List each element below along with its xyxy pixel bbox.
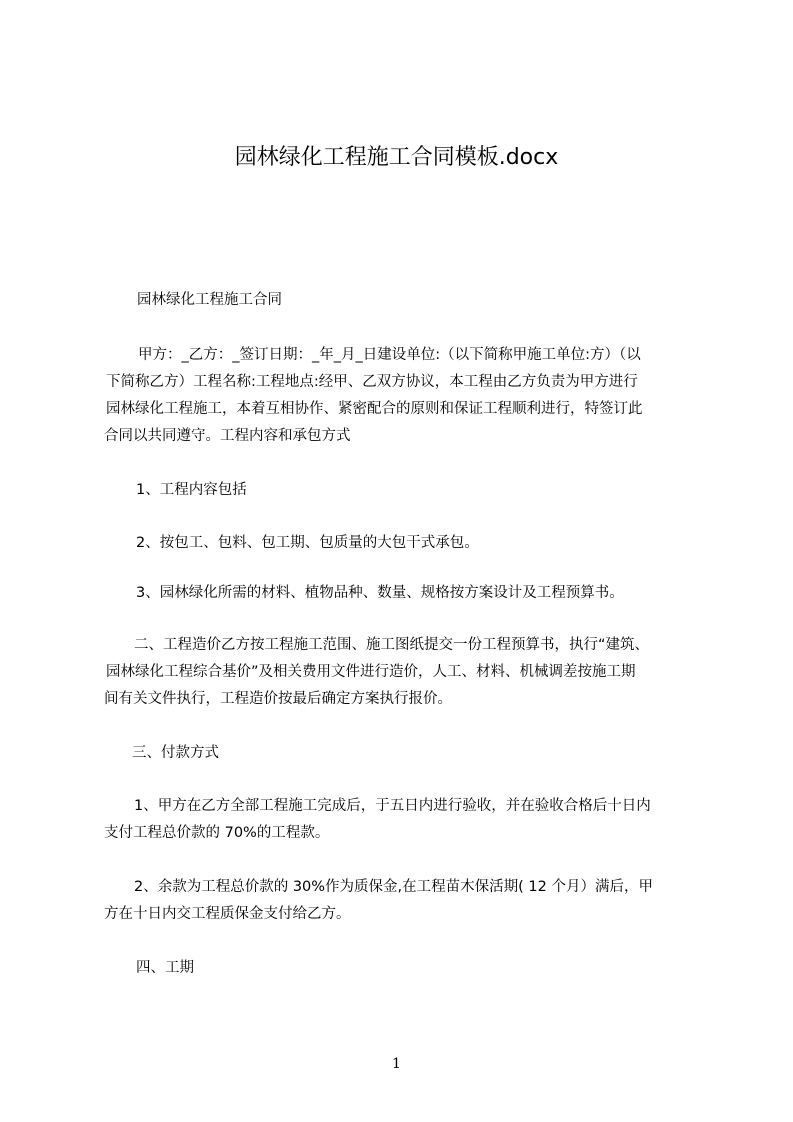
paragraph-line: 支付工程总价款的 70%的工程款。 <box>104 825 330 841</box>
paragraph-line: 1、工程内容包括 <box>136 482 247 498</box>
paragraph-line: 三、付款方式 <box>132 745 219 761</box>
paragraph-line: 1、甲方在乙方全部工程施工完成后，于五日内进行验收，并在验收合格后十日内 <box>134 798 651 814</box>
page-number: 1 <box>392 1056 401 1072</box>
paragraph-line: 下简称乙方）工程名称:工程地点:经甲、乙双方协议，本工程由乙方负责为甲方进行 <box>106 374 638 390</box>
paragraph-line: 2、余款为工程总价款的 30%作为质保金,在工程苗木保活期( 12 个月）满后，甲 <box>134 879 653 895</box>
contract-heading: 园林绿化工程施工合同 <box>137 292 282 308</box>
paragraph-line: 园林绿化工程综合基价”及相关费用文件进行造价，人工、材料、机械调差按施工期 <box>106 664 636 680</box>
document-title: 园林绿化工程施工合同模板.docx <box>234 145 559 170</box>
paragraph-line: 园林绿化工程施工，本着互相协作、紧密配合的原则和保证工程顺利进行，特签订此 <box>106 401 643 417</box>
paragraph-line: 方在十日内交工程质保金支付给乙方。 <box>104 906 351 922</box>
paragraph-line: 2、按包工、包料、包工期、包质量的大包干式承包。 <box>136 535 479 551</box>
paragraph-line: 二、工程造价乙方按工程施工范围、施工图纸提交一份工程预算书，执行“建筑、 <box>134 637 650 653</box>
paragraph-line: 3、园林绿化所需的材料、植物品种、数量、规格按方案设计及工程预算书。 <box>136 585 624 601</box>
paragraph-line: 合同以共同遵守。工程内容和承包方式 <box>104 428 351 444</box>
paragraph-line: 四、工期 <box>136 960 194 976</box>
paragraph-line: 甲方：_乙方：_签订日期：_年_月_日建设单位:（以下简称甲施工单位:方）（以 <box>138 347 641 363</box>
paragraph-line: 间有关文件执行，工程造价按最后确定方案执行报价。 <box>104 691 452 707</box>
